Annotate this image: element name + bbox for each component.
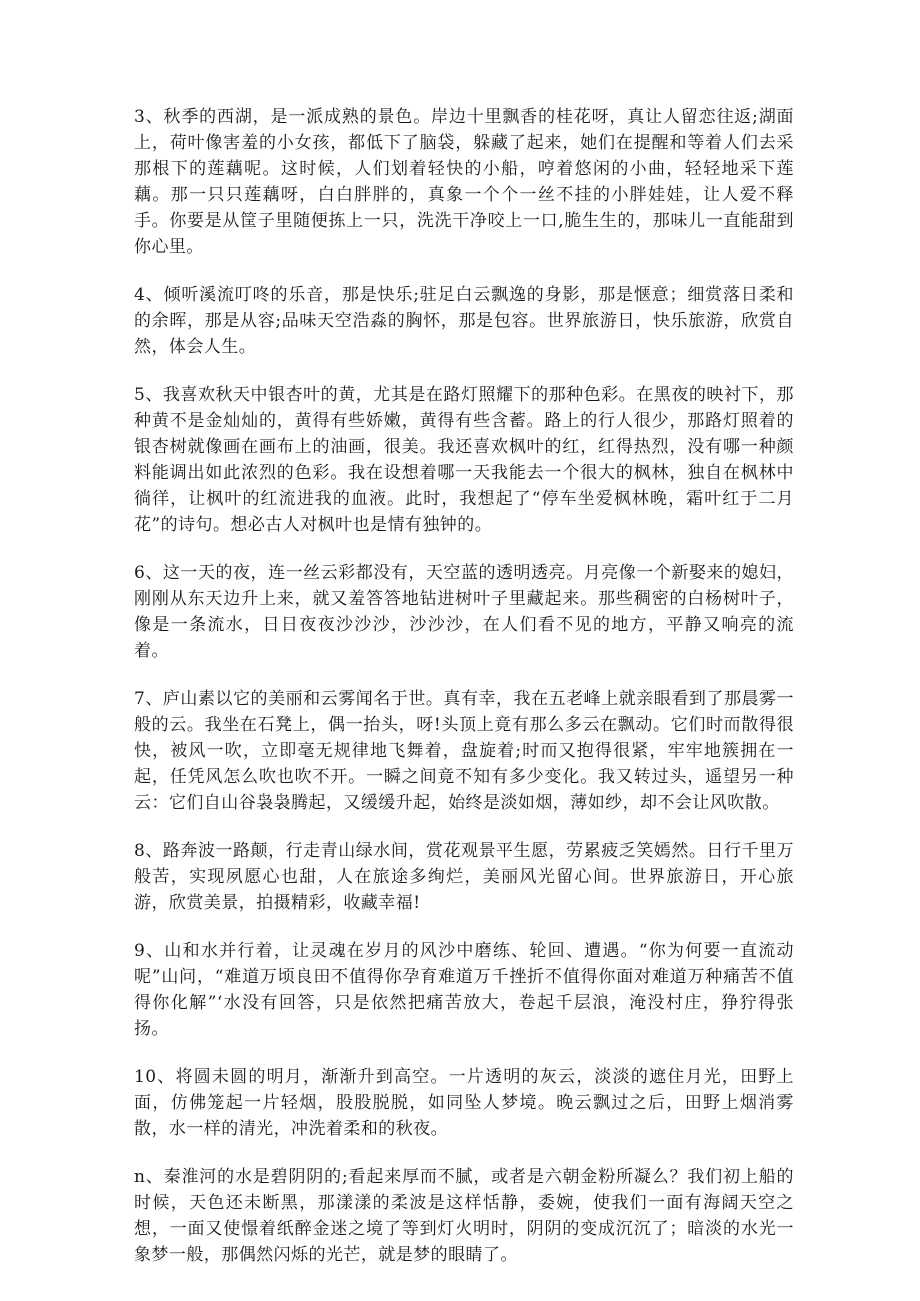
paragraph-7: 7、庐山素以它的美丽和云雾闻名于世。真有幸，我在五老峰上就亲眼看到了那晨雾一般的云。我坐在石凳上，偶一抬头，呀!头顶上竟有那么多云在飘动。它们时而散得很快，被风一吹，立即毫无规律地飞舞着，盘旋着;时而又抱得很紧，牢牢地簇拥在一起，任凭风怎么吹也吹不开。一瞬之间竟不知有多少变化。我又转过头，遥望另一种云：它们自山谷袅袅腾起，又缓缓升起，始终是淡如烟，薄如纱，却不会让风吹散。	[134, 689, 794, 813]
paragraph-6: 6、这一天的夜，连一丝云彩都没有，天空蓝的透明透亮。月亮像一个新娶来的媳妇，刚刚从东天边升上来，就又羞答答地钻进树叶子里藏起来。那些稠密的白杨树叶子，像是一条流水，日日夜夜沙沙沙，沙沙沙，在人们看不见的地方，平静又响亮的流着。	[134, 563, 794, 661]
paragraph-3: 3、秋季的西湖，是一派成熟的景色。岸边十里飘香的桂花呀，真让人留恋往返;湖面上，荷叶像害羞的小女孩，都低下了脑袋，躲藏了起来，她们在提醒和等着人们去采那根下的莲藕呢。这时候，人们划着轻快的小船，哼着悠闲的小曲，轻轻地采下莲藕。那一只只莲藕呀，白白胖胖的，真象一个个一丝不挂的小胖娃娃，让人爱不释手。你要是从筐子里随便拣上一只，洗洗干净咬上一口,脆生生的，那味儿一直能甜到你心里。	[134, 107, 794, 257]
paragraph-4: 4、倾听溪流叮咚的乐音，那是快乐;驻足白云飘逸的身影，那是惬意；细赏落日柔和的余晖，那是从容;品味天空浩淼的胸怀，那是包容。世界旅游日，快乐旅游，欣赏自然，体会人生。	[134, 285, 794, 357]
paragraph-5: 5、我喜欢秋天中银杏叶的黄，尤其是在路灯照耀下的那种色彩。在黑夜的映衬下，那种黄不是金灿灿的，黄得有些娇嫩，黄得有些含蓄。路上的行人很少，那路灯照着的银杏树就像画在画布上的油画，很美。我还喜欢枫叶的红，红得热烈，没有哪一种颜料能调出如此浓烈的色彩。我在设想着哪一天我能去一个很大的枫林，独自在枫林中徜徉，让枫叶的红流进我的血液。此时，我想起了“停车坐爱枫林晚，霜叶红于二月花”的诗句。想必古人对枫叶也是情有独钟的。	[134, 385, 794, 535]
paragraph-11: n、秦淮河的水是碧阴阴的;看起来厚而不腻，或者是六朝金粉所凝么？我们初上船的时候，天色还未断黑，那漾漾的柔波是这样恬静，委婉，使我们一面有海阔天空之想，一面又使憬着纸醉金迷之境了等到灯火明时，阴阴的变成沉沉了；暗淡的水光一象梦一般，那偶然闪烁的光芒，就是梦的眼睛了。	[134, 1167, 794, 1265]
paragraph-8: 8、路奔波一路颠，行走青山绿水间，赏花观景平生愿，劳累疲乏笑嫣然。日行千里万般苦，实现夙愿心也甜，人在旅途多绚烂，美丽风光留心间。世界旅游日，开心旅游，欣赏美景，拍摄精彩，收藏幸福!	[134, 841, 794, 913]
paragraph-10: 10、将圆未圆的明月，渐渐升到高空。一片透明的灰云，淡淡的遮住月光，田野上面，仿佛笼起一片轻烟，股股脱脱，如同坠人梦境。晚云飘过之后，田野上烟消雾散，水一样的清光，冲洗着柔和的秋夜。	[134, 1067, 794, 1139]
paragraph-9: 9、山和水并行着，让灵魂在岁月的风沙中磨练、轮回、遭遇。“你为何要一直流动呢”山问，“难道万顷良田不值得你孕育难道万千挫折不值得你面对难道万种痛苦不值得你化解”‘水没有回答，只是依然把痛苦放大，卷起千层浪，淹没村庄，狰狞得张扬。	[134, 941, 794, 1039]
